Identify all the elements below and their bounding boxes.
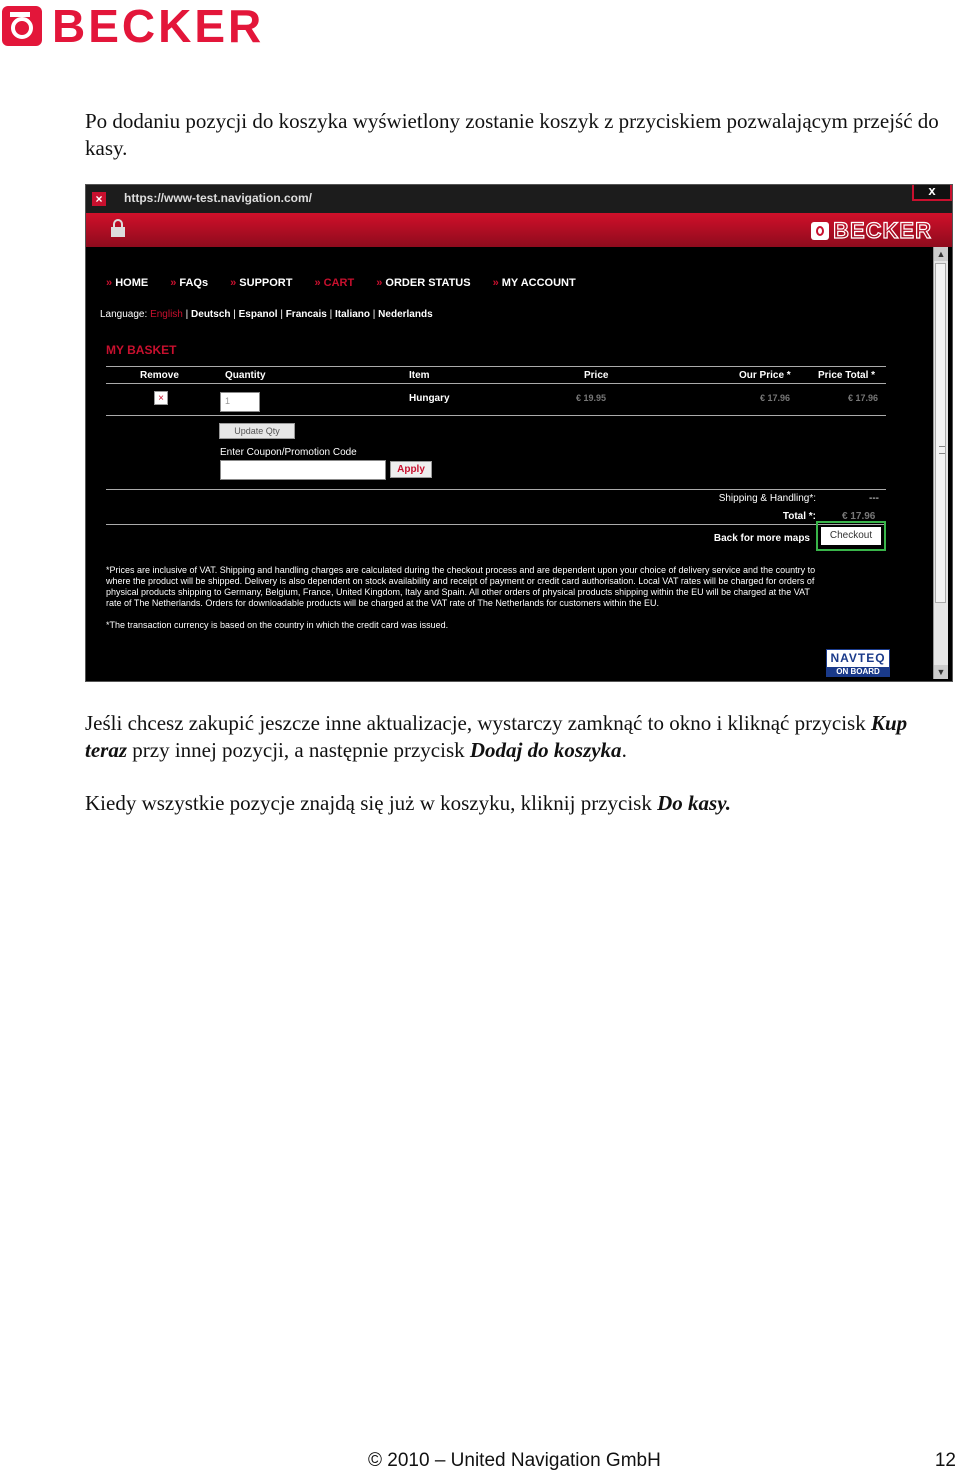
quantity-input[interactable]: 1 — [220, 392, 260, 412]
language-francais[interactable]: Francais — [285, 309, 327, 320]
scrollbar[interactable] — [933, 247, 948, 679]
footer-copyright: © 2010 – United Navigation GmbH — [368, 1450, 661, 1471]
basket-screenshot — [85, 184, 953, 682]
paragraph-checkout — [85, 790, 950, 817]
nav-support[interactable]: » SUPPORT — [230, 277, 292, 289]
vat-note: *Prices are inclusive of VAT. Shipping and handling charges are calculated during the checkout process and are dependent upon your choice of delivery service and the country to where the product will be shipped. Delivery is also dependent on stock availability and receipt of payment or credit card authorisation. Local VAT rates will be charged for orders of physical products shipping to Germany, Belgium, France, United Kingdom, Italy and Spain. All other orders of physical products shipping within the EU will be charged at the VAT rate of The Netherlands. Orders for downloadable products will be charged at the VAT rate of The Netherlands for customers within the EU. — [106, 565, 816, 608]
browser-close-icon[interactable]: × — [92, 192, 106, 206]
language-nederlands[interactable]: Nederlands — [378, 309, 433, 320]
navteq-text: NAVTEQ — [830, 651, 886, 665]
basket-content — [92, 247, 932, 677]
coupon-label: Enter Coupon/Promotion Code — [220, 447, 357, 458]
item-name: Hungary — [409, 393, 450, 404]
divider — [106, 366, 886, 367]
site-logo — [811, 220, 932, 242]
divider — [106, 524, 886, 525]
nav-my-account[interactable]: » MY ACCOUNT — [493, 277, 576, 289]
language-label: Language: — [100, 309, 148, 320]
item-price: € 19.95 — [576, 393, 607, 403]
shipping-value: --- — [869, 493, 879, 504]
becker-logo-icon — [2, 6, 42, 46]
site-logo-icon — [811, 222, 829, 240]
text-run: Kiedy wszystkie pozycje znajdą się już w koszyku, kliknij przycisk — [85, 791, 658, 815]
language-english[interactable]: English — [150, 309, 183, 320]
item-our-price: € 17.96 — [760, 393, 791, 403]
emphasis-checkout: Do kasy. — [657, 791, 731, 815]
emphasis-buy-now: Kup teraz — [85, 711, 908, 762]
total-value: € 17.96 — [842, 511, 876, 522]
checkout-highlight — [816, 521, 886, 551]
basket-title: MY BASKET — [106, 343, 177, 357]
language-espanol[interactable]: Espanol — [238, 309, 278, 320]
back-for-more-maps-link[interactable]: Back for more maps — [713, 533, 810, 544]
site-header — [86, 213, 952, 247]
shipping-label: Shipping & Handling*: — [718, 493, 816, 504]
checkout-button[interactable]: Checkout — [821, 527, 881, 545]
scroll-down-icon[interactable]: ▼ — [934, 665, 948, 679]
page-number: 12 — [934, 1450, 956, 1471]
col-price: Price — [584, 370, 609, 381]
update-qty-button[interactable]: Update Qty — [219, 423, 295, 439]
nav-home[interactable]: » HOME — [106, 277, 148, 289]
emphasis-add-to-cart: Dodaj do koszyka — [469, 738, 622, 762]
col-item: Item — [409, 370, 430, 381]
text-run: Jeśli chcesz zakupić jeszcze inne aktualizacje, wystarczy zamknąć to okno i kliknąć przycisk — [85, 711, 871, 735]
language-deutsch[interactable]: Deutsch — [191, 309, 231, 320]
apply-button[interactable]: Apply — [390, 461, 432, 478]
window-close-button[interactable]: x — [912, 185, 952, 201]
col-price-total: Price Total * — [818, 370, 876, 381]
currency-note: *The transaction currency is based on the country in which the credit card was issued. — [106, 620, 449, 630]
col-our-price: Our Price * — [739, 370, 791, 381]
becker-logo — [2, 0, 265, 52]
text-run: przy innej pozycji, a następnie przycisk — [127, 738, 470, 762]
browser-titlebar — [86, 185, 952, 214]
item-total: € 17.96 — [848, 393, 879, 403]
total-label: Total *: — [782, 511, 816, 522]
divider — [106, 489, 886, 490]
logo-wordmark: BECKER — [52, 0, 265, 52]
scroll-up-icon[interactable]: ▲ — [934, 247, 948, 261]
col-remove: Remove — [140, 370, 179, 381]
nav-faqs[interactable]: » FAQs — [170, 277, 208, 289]
site-logo-text: BECKER — [833, 218, 932, 243]
col-quantity: Quantity — [225, 370, 266, 381]
paragraph-intro: Po dodaniu pozycji do koszyka wyświetlony zostanie koszyk z przyciskiem pozwalającym przejść do kasy. — [85, 109, 939, 160]
language-selector: Language: English | Deutsch | Espanol | Francais | Italiano | Nederlands — [100, 309, 433, 320]
text-run: . — [621, 738, 627, 762]
navteq-logo — [826, 649, 890, 677]
nav-cart[interactable]: » CART — [314, 277, 354, 289]
paragraph-more-updates — [85, 710, 950, 764]
navteq-onboard: ON BOARD — [827, 667, 889, 676]
lock-icon — [110, 219, 126, 237]
scroll-thumb[interactable] — [935, 263, 946, 603]
divider — [106, 383, 886, 384]
nav-order-status[interactable]: » ORDER STATUS — [376, 277, 470, 289]
language-italiano[interactable]: Italiano — [335, 309, 371, 320]
divider — [106, 415, 886, 416]
remove-item-button[interactable]: × — [154, 391, 168, 405]
browser-url: https://www-test.navigation.com/ — [124, 191, 313, 205]
site-nav — [106, 277, 598, 289]
coupon-input[interactable] — [220, 460, 386, 480]
